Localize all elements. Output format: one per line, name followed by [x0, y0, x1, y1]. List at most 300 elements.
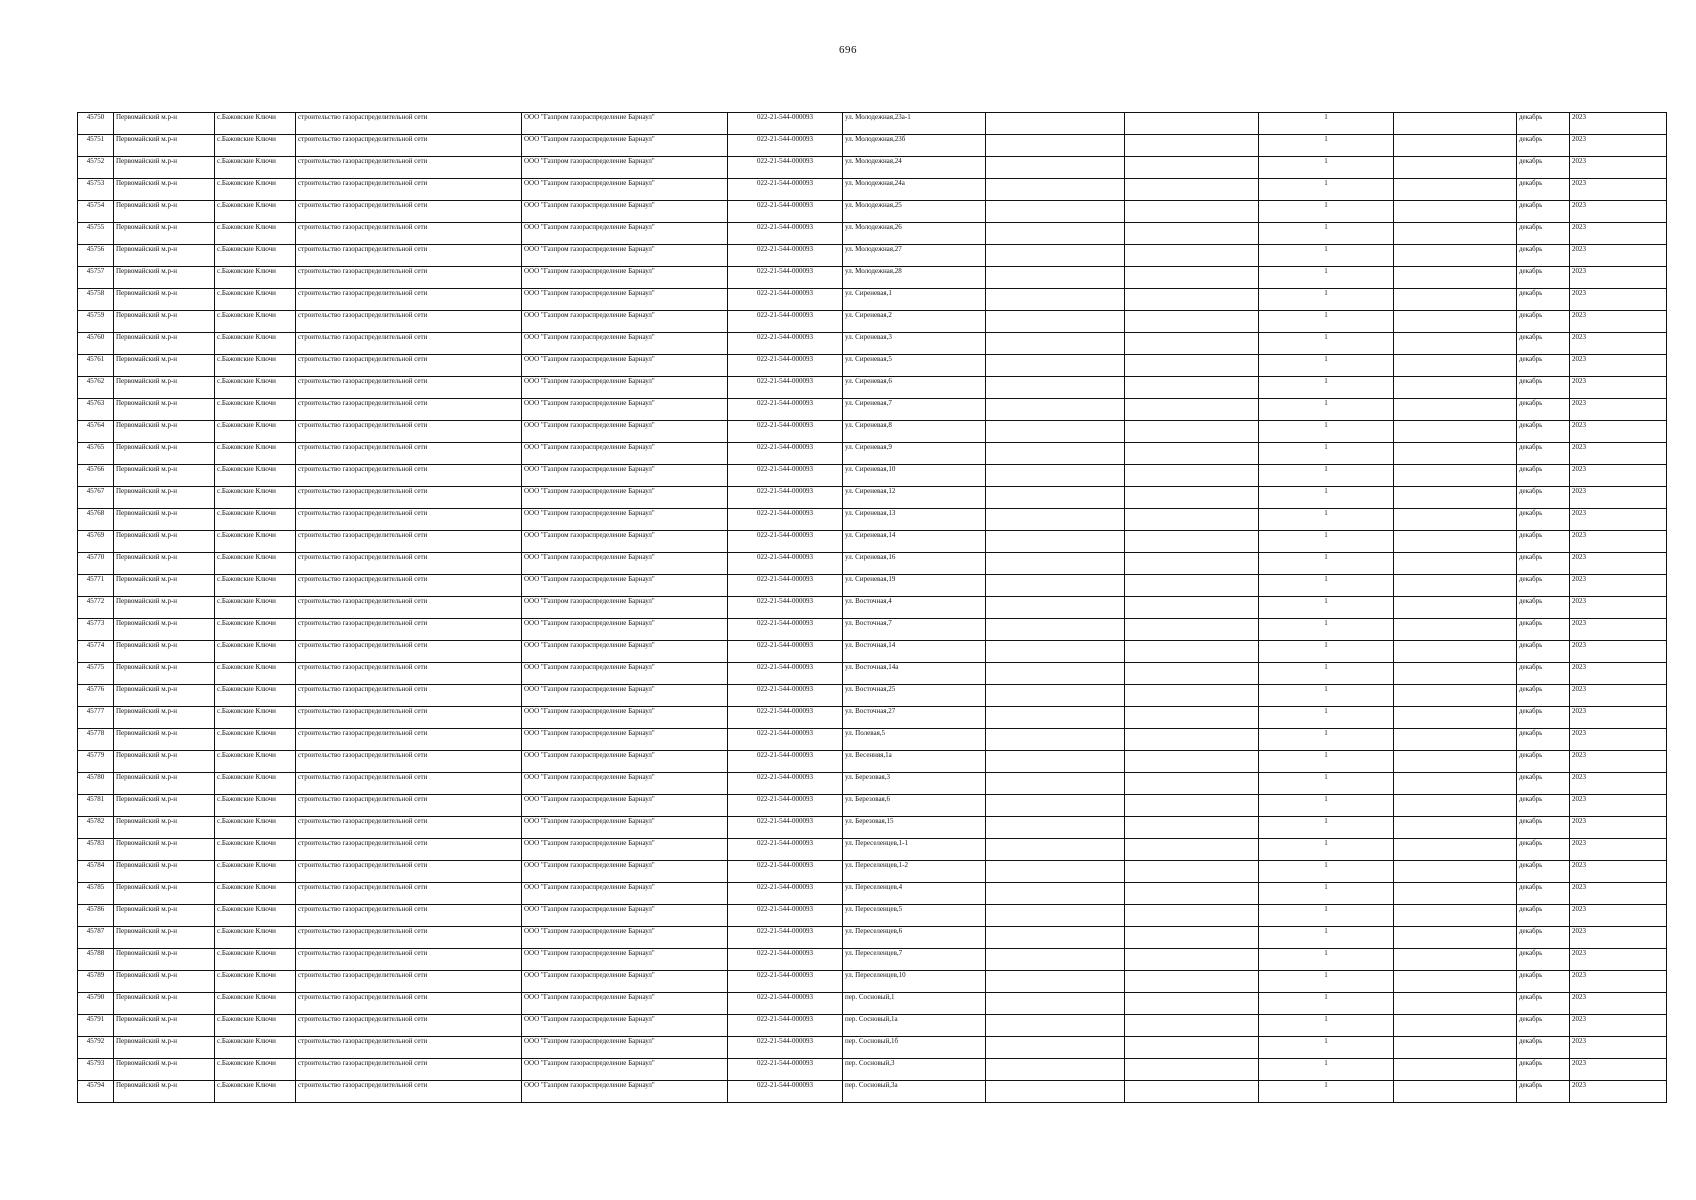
empty-cell [986, 619, 1125, 641]
empty-cell [1125, 575, 1259, 597]
district-cell: Первомайский м.р-н [114, 421, 215, 443]
address-cell: ул. Переселенцев,5 [843, 905, 986, 927]
table-row [78, 245, 1667, 267]
district-cell: Первомайский м.р-н [114, 597, 215, 619]
year-cell: 2023 [1570, 223, 1667, 245]
work-type-cell: строительство газораспределительной сети [296, 531, 522, 553]
address-cell: ул. Березовая,6 [843, 795, 986, 817]
registration-number-cell: 022-21-544-000093 [728, 619, 843, 641]
empty-cell [986, 179, 1125, 201]
year-cell: 2023 [1570, 135, 1667, 157]
quantity-cell: 1 [1259, 773, 1394, 795]
address-cell: ул. Сиреневая,16 [843, 553, 986, 575]
table-row [78, 223, 1667, 245]
table-row [78, 399, 1667, 421]
registration-number-cell: 022-21-544-000093 [728, 311, 843, 333]
quantity-cell: 1 [1259, 905, 1394, 927]
empty-cell [1125, 597, 1259, 619]
organization-cell: ООО "Газпром газораспределение Барнаул" [522, 663, 728, 685]
quantity-cell: 1 [1259, 245, 1394, 267]
empty-cell [1125, 1081, 1259, 1103]
empty-cell [1394, 993, 1517, 1015]
empty-cell [986, 1081, 1125, 1103]
work-type-cell: строительство газораспределительной сети [296, 1037, 522, 1059]
table-row [78, 135, 1667, 157]
empty-cell [986, 443, 1125, 465]
table-row [78, 465, 1667, 487]
table-row [78, 179, 1667, 201]
organization-cell: ООО "Газпром газораспределение Барнаул" [522, 817, 728, 839]
work-type-cell: строительство газораспределительной сети [296, 553, 522, 575]
quantity-cell: 1 [1259, 333, 1394, 355]
month-cell: декабрь [1517, 949, 1570, 971]
month-cell: декабрь [1517, 157, 1570, 179]
empty-cell [1394, 663, 1517, 685]
month-cell: декабрь [1517, 641, 1570, 663]
empty-cell [1125, 223, 1259, 245]
empty-cell [986, 993, 1125, 1015]
work-type-cell: строительство газораспределительной сети [296, 619, 522, 641]
address-cell: ул. Молодежная,23б [843, 135, 986, 157]
empty-cell [986, 971, 1125, 993]
registration-number-cell: 022-21-544-000093 [728, 399, 843, 421]
table-row [78, 267, 1667, 289]
district-cell: Первомайский м.р-н [114, 817, 215, 839]
empty-cell [1394, 465, 1517, 487]
address-cell: ул. Восточная,14а [843, 663, 986, 685]
registration-number-cell: 022-21-544-000093 [728, 355, 843, 377]
empty-cell [1125, 663, 1259, 685]
year-cell: 2023 [1570, 157, 1667, 179]
registration-number-cell: 022-21-544-000093 [728, 993, 843, 1015]
table-row [78, 421, 1667, 443]
registration-number-cell: 022-21-544-000093 [728, 971, 843, 993]
empty-cell [1394, 333, 1517, 355]
address-cell: ул. Сиреневая,9 [843, 443, 986, 465]
year-cell: 2023 [1570, 971, 1667, 993]
work-type-cell: строительство газораспределительной сети [296, 861, 522, 883]
year-cell: 2023 [1570, 839, 1667, 861]
quantity-cell: 1 [1259, 135, 1394, 157]
empty-cell [1125, 399, 1259, 421]
district-cell: Первомайский м.р-н [114, 113, 215, 135]
organization-cell: ООО "Газпром газораспределение Барнаул" [522, 1059, 728, 1081]
month-cell: декабрь [1517, 773, 1570, 795]
district-cell: Первомайский м.р-н [114, 333, 215, 355]
table-row [78, 685, 1667, 707]
settlement-cell: с.Бажовские Ключи [215, 179, 296, 201]
table-row [78, 553, 1667, 575]
record-number: 45773 [78, 619, 114, 641]
empty-cell [986, 817, 1125, 839]
record-number: 45778 [78, 729, 114, 751]
empty-cell [986, 377, 1125, 399]
record-number: 45768 [78, 509, 114, 531]
record-number: 45791 [78, 1015, 114, 1037]
registration-number-cell: 022-21-544-000093 [728, 487, 843, 509]
year-cell: 2023 [1570, 487, 1667, 509]
quantity-cell: 1 [1259, 179, 1394, 201]
address-cell: ул. Сиреневая,13 [843, 509, 986, 531]
district-cell: Первомайский м.р-н [114, 927, 215, 949]
month-cell: декабрь [1517, 1059, 1570, 1081]
month-cell: декабрь [1517, 905, 1570, 927]
year-cell: 2023 [1570, 883, 1667, 905]
registration-number-cell: 022-21-544-000093 [728, 575, 843, 597]
empty-cell [1125, 377, 1259, 399]
empty-cell [1125, 751, 1259, 773]
district-cell: Первомайский м.р-н [114, 707, 215, 729]
work-type-cell: строительство газораспределительной сети [296, 311, 522, 333]
quantity-cell: 1 [1259, 113, 1394, 135]
registration-number-cell: 022-21-544-000093 [728, 1037, 843, 1059]
year-cell: 2023 [1570, 795, 1667, 817]
record-number: 45790 [78, 993, 114, 1015]
quantity-cell: 1 [1259, 861, 1394, 883]
work-type-cell: строительство газораспределительной сети [296, 927, 522, 949]
month-cell: декабрь [1517, 795, 1570, 817]
month-cell: декабрь [1517, 289, 1570, 311]
record-number: 45789 [78, 971, 114, 993]
district-cell: Первомайский м.р-н [114, 729, 215, 751]
address-cell: ул. Сиреневая,1 [843, 289, 986, 311]
organization-cell: ООО "Газпром газораспределение Барнаул" [522, 421, 728, 443]
record-number: 45764 [78, 421, 114, 443]
year-cell: 2023 [1570, 267, 1667, 289]
empty-cell [1125, 267, 1259, 289]
district-cell: Первомайский м.р-н [114, 641, 215, 663]
empty-cell [1125, 487, 1259, 509]
work-type-cell: строительство газораспределительной сети [296, 663, 522, 685]
organization-cell: ООО "Газпром газораспределение Барнаул" [522, 201, 728, 223]
record-number: 45767 [78, 487, 114, 509]
empty-cell [986, 509, 1125, 531]
year-cell: 2023 [1570, 993, 1667, 1015]
table-row [78, 905, 1667, 927]
district-cell: Первомайский м.р-н [114, 839, 215, 861]
table-row [78, 641, 1667, 663]
organization-cell: ООО "Газпром газораспределение Барнаул" [522, 597, 728, 619]
settlement-cell: с.Бажовские Ключи [215, 465, 296, 487]
work-type-cell: строительство газораспределительной сети [296, 355, 522, 377]
record-number: 45781 [78, 795, 114, 817]
year-cell: 2023 [1570, 113, 1667, 135]
organization-cell: ООО "Газпром газораспределение Барнаул" [522, 949, 728, 971]
work-type-cell: строительство газораспределительной сети [296, 993, 522, 1015]
work-type-cell: строительство газораспределительной сети [296, 839, 522, 861]
month-cell: декабрь [1517, 817, 1570, 839]
table-row [78, 333, 1667, 355]
empty-cell [986, 729, 1125, 751]
quantity-cell: 1 [1259, 641, 1394, 663]
year-cell: 2023 [1570, 421, 1667, 443]
organization-cell: ООО "Газпром газораспределение Барнаул" [522, 179, 728, 201]
work-type-cell: строительство газораспределительной сети [296, 817, 522, 839]
district-cell: Первомайский м.р-н [114, 509, 215, 531]
address-cell: ул. Молодежная,26 [843, 223, 986, 245]
registration-number-cell: 022-21-544-000093 [728, 333, 843, 355]
registration-number-cell: 022-21-544-000093 [728, 421, 843, 443]
work-type-cell: строительство газораспределительной сети [296, 641, 522, 663]
settlement-cell: с.Бажовские Ключи [215, 1015, 296, 1037]
empty-cell [1394, 135, 1517, 157]
empty-cell [1394, 399, 1517, 421]
organization-cell: ООО "Газпром газораспределение Барнаул" [522, 399, 728, 421]
record-number: 45788 [78, 949, 114, 971]
empty-cell [1394, 861, 1517, 883]
quantity-cell: 1 [1259, 223, 1394, 245]
registration-number-cell: 022-21-544-000093 [728, 157, 843, 179]
settlement-cell: с.Бажовские Ключи [215, 333, 296, 355]
address-cell: пер. Сосновый,3а [843, 1081, 986, 1103]
empty-cell [1394, 1037, 1517, 1059]
quantity-cell: 1 [1259, 465, 1394, 487]
table-row [78, 795, 1667, 817]
district-cell: Первомайский м.р-н [114, 663, 215, 685]
address-cell: ул. Переселенцев,7 [843, 949, 986, 971]
district-cell: Первомайский м.р-н [114, 795, 215, 817]
year-cell: 2023 [1570, 707, 1667, 729]
settlement-cell: с.Бажовские Ключи [215, 311, 296, 333]
record-number: 45786 [78, 905, 114, 927]
address-cell: ул. Сиреневая,7 [843, 399, 986, 421]
organization-cell: ООО "Газпром газораспределение Барнаул" [522, 135, 728, 157]
organization-cell: ООО "Газпром газораспределение Барнаул" [522, 333, 728, 355]
empty-cell [986, 355, 1125, 377]
month-cell: декабрь [1517, 333, 1570, 355]
registration-number-cell: 022-21-544-000093 [728, 707, 843, 729]
year-cell: 2023 [1570, 509, 1667, 531]
empty-cell [1125, 421, 1259, 443]
empty-cell [1394, 443, 1517, 465]
record-number: 45792 [78, 1037, 114, 1059]
record-number: 45779 [78, 751, 114, 773]
empty-cell [986, 465, 1125, 487]
empty-cell [1394, 927, 1517, 949]
empty-cell [1394, 245, 1517, 267]
year-cell: 2023 [1570, 245, 1667, 267]
month-cell: декабрь [1517, 399, 1570, 421]
table-row [78, 729, 1667, 751]
organization-cell: ООО "Газпром газораспределение Барнаул" [522, 927, 728, 949]
registration-number-cell: 022-21-544-000093 [728, 465, 843, 487]
district-cell: Первомайский м.р-н [114, 223, 215, 245]
record-number: 45794 [78, 1081, 114, 1103]
organization-cell: ООО "Газпром газораспределение Барнаул" [522, 531, 728, 553]
empty-cell [1394, 729, 1517, 751]
month-cell: декабрь [1517, 575, 1570, 597]
district-cell: Первомайский м.р-н [114, 267, 215, 289]
empty-cell [1394, 377, 1517, 399]
quantity-cell: 1 [1259, 927, 1394, 949]
registration-number-cell: 022-21-544-000093 [728, 531, 843, 553]
registration-number-cell: 022-21-544-000093 [728, 905, 843, 927]
table-row [78, 663, 1667, 685]
table-row [78, 817, 1667, 839]
work-type-cell: строительство газораспределительной сети [296, 729, 522, 751]
settlement-cell: с.Бажовские Ключи [215, 1059, 296, 1081]
record-number: 45753 [78, 179, 114, 201]
year-cell: 2023 [1570, 751, 1667, 773]
work-type-cell: строительство газораспределительной сети [296, 1015, 522, 1037]
district-cell: Первомайский м.р-н [114, 883, 215, 905]
empty-cell [1394, 157, 1517, 179]
registration-number-cell: 022-21-544-000093 [728, 883, 843, 905]
month-cell: декабрь [1517, 223, 1570, 245]
registration-number-cell: 022-21-544-000093 [728, 267, 843, 289]
work-type-cell: строительство газораспределительной сети [296, 509, 522, 531]
work-type-cell: строительство газораспределительной сети [296, 707, 522, 729]
address-cell: ул. Сиреневая,3 [843, 333, 986, 355]
empty-cell [1125, 927, 1259, 949]
organization-cell: ООО "Газпром газораспределение Барнаул" [522, 553, 728, 575]
address-cell: ул. Березовая,3 [843, 773, 986, 795]
empty-cell [1125, 795, 1259, 817]
district-cell: Первомайский м.р-н [114, 751, 215, 773]
address-cell: ул. Молодежная,24 [843, 157, 986, 179]
organization-cell: ООО "Газпром газораспределение Барнаул" [522, 1015, 728, 1037]
settlement-cell: с.Бажовские Ключи [215, 553, 296, 575]
month-cell: декабрь [1517, 751, 1570, 773]
record-number: 45763 [78, 399, 114, 421]
table-row [78, 289, 1667, 311]
district-cell: Первомайский м.р-н [114, 1037, 215, 1059]
registration-number-cell: 022-21-544-000093 [728, 553, 843, 575]
district-cell: Первомайский м.р-н [114, 531, 215, 553]
empty-cell [986, 487, 1125, 509]
month-cell: декабрь [1517, 355, 1570, 377]
organization-cell: ООО "Газпром газораспределение Барнаул" [522, 905, 728, 927]
quantity-cell: 1 [1259, 1037, 1394, 1059]
year-cell: 2023 [1570, 1015, 1667, 1037]
year-cell: 2023 [1570, 289, 1667, 311]
table-row [78, 113, 1667, 135]
registration-number-cell: 022-21-544-000093 [728, 1059, 843, 1081]
work-type-cell: строительство газораспределительной сети [296, 773, 522, 795]
settlement-cell: с.Бажовские Ключи [215, 707, 296, 729]
empty-cell [1394, 597, 1517, 619]
registration-number-cell: 022-21-544-000093 [728, 113, 843, 135]
settlement-cell: с.Бажовские Ключи [215, 861, 296, 883]
quantity-cell: 1 [1259, 707, 1394, 729]
empty-cell [986, 685, 1125, 707]
record-number: 45776 [78, 685, 114, 707]
address-cell: пер. Сосновый,1 [843, 993, 986, 1015]
empty-cell [1394, 1059, 1517, 1081]
empty-cell [1125, 817, 1259, 839]
record-number: 45755 [78, 223, 114, 245]
work-type-cell: строительство газораспределительной сети [296, 685, 522, 707]
organization-cell: ООО "Газпром газораспределение Барнаул" [522, 575, 728, 597]
quantity-cell: 1 [1259, 597, 1394, 619]
registration-number-cell: 022-21-544-000093 [728, 1015, 843, 1037]
empty-cell [1394, 817, 1517, 839]
table-row [78, 1059, 1667, 1081]
empty-cell [1125, 905, 1259, 927]
month-cell: декабрь [1517, 201, 1570, 223]
quantity-cell: 1 [1259, 663, 1394, 685]
table-row [78, 1015, 1667, 1037]
settlement-cell: с.Бажовские Ключи [215, 773, 296, 795]
district-cell: Первомайский м.р-н [114, 685, 215, 707]
table-row [78, 949, 1667, 971]
quantity-cell: 1 [1259, 971, 1394, 993]
work-type-cell: строительство газораспределительной сети [296, 1059, 522, 1081]
work-type-cell: строительство газораспределительной сети [296, 905, 522, 927]
organization-cell: ООО "Газпром газораспределение Барнаул" [522, 729, 728, 751]
month-cell: декабрь [1517, 377, 1570, 399]
work-type-cell: строительство газораспределительной сети [296, 751, 522, 773]
settlement-cell: с.Бажовские Ключи [215, 905, 296, 927]
year-cell: 2023 [1570, 311, 1667, 333]
year-cell: 2023 [1570, 399, 1667, 421]
registration-number-cell: 022-21-544-000093 [728, 443, 843, 465]
empty-cell [1394, 949, 1517, 971]
table-row [78, 597, 1667, 619]
address-cell: ул. Сиреневая,19 [843, 575, 986, 597]
work-type-cell: строительство газораспределительной сети [296, 443, 522, 465]
empty-cell [1394, 641, 1517, 663]
organization-cell: ООО "Газпром газораспределение Барнаул" [522, 465, 728, 487]
empty-cell [1394, 311, 1517, 333]
table-row [78, 751, 1667, 773]
record-number: 45758 [78, 289, 114, 311]
settlement-cell: с.Бажовские Ключи [215, 1081, 296, 1103]
settlement-cell: с.Бажовские Ключи [215, 289, 296, 311]
empty-cell [1125, 883, 1259, 905]
address-cell: ул. Восточная,25 [843, 685, 986, 707]
district-cell: Первомайский м.р-н [114, 289, 215, 311]
organization-cell: ООО "Газпром газораспределение Барнаул" [522, 377, 728, 399]
district-cell: Первомайский м.р-н [114, 179, 215, 201]
month-cell: декабрь [1517, 971, 1570, 993]
record-number: 45754 [78, 201, 114, 223]
quantity-cell: 1 [1259, 443, 1394, 465]
month-cell: декабрь [1517, 1015, 1570, 1037]
address-cell: ул. Сиреневая,2 [843, 311, 986, 333]
month-cell: декабрь [1517, 267, 1570, 289]
month-cell: декабрь [1517, 1081, 1570, 1103]
record-number: 45783 [78, 839, 114, 861]
settlement-cell: с.Бажовские Ключи [215, 223, 296, 245]
empty-cell [986, 707, 1125, 729]
work-type-cell: строительство газораспределительной сети [296, 179, 522, 201]
district-cell: Первомайский м.р-н [114, 443, 215, 465]
year-cell: 2023 [1570, 597, 1667, 619]
settlement-cell: с.Бажовские Ключи [215, 729, 296, 751]
table-row [78, 707, 1667, 729]
month-cell: декабрь [1517, 729, 1570, 751]
quantity-cell: 1 [1259, 839, 1394, 861]
work-type-cell: строительство газораспределительной сети [296, 223, 522, 245]
registration-number-cell: 022-21-544-000093 [728, 245, 843, 267]
work-type-cell: строительство газораспределительной сети [296, 135, 522, 157]
address-cell: ул. Березовая,15 [843, 817, 986, 839]
registration-number-cell: 022-21-544-000093 [728, 179, 843, 201]
address-cell: ул. Сиреневая,6 [843, 377, 986, 399]
table-row [78, 311, 1667, 333]
organization-cell: ООО "Газпром газораспределение Барнаул" [522, 839, 728, 861]
empty-cell [1394, 201, 1517, 223]
settlement-cell: с.Бажовские Ключи [215, 685, 296, 707]
month-cell: декабрь [1517, 465, 1570, 487]
year-cell: 2023 [1570, 553, 1667, 575]
month-cell: декабрь [1517, 927, 1570, 949]
table-row [78, 993, 1667, 1015]
quantity-cell: 1 [1259, 399, 1394, 421]
registration-number-cell: 022-21-544-000093 [728, 795, 843, 817]
quantity-cell: 1 [1259, 883, 1394, 905]
